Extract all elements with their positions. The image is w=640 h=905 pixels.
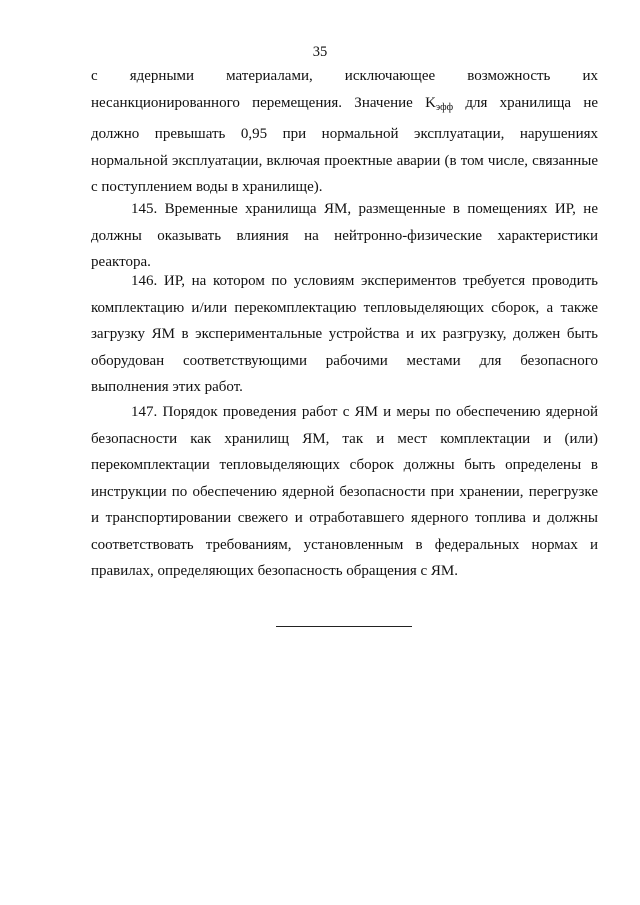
paragraph-145 <box>91 196 598 276</box>
continuation-text-after: для хранилища не должно превышать 0,95 при нормальной эксплуатации, нарушениях нормальной эксплуатации, включая проектные аварии (в том числе, связанные с поступлением воды в хранилище). <box>91 94 599 195</box>
page-number: 35 <box>312 44 328 60</box>
continuation-text <box>91 63 598 201</box>
paragraph-146-text: 146. ИР, на котором по условиям экспериментов требуется проводить комплектацию и/или перекомплектацию тепловыделяющих сборок, а также загрузку ЯМ в экспериментальные устройства и их разгрузку, должен быть оборудован соответствующими рабочими местами для безопасного выполнения этих работ. <box>91 273 598 395</box>
paragraph-147 <box>91 399 598 585</box>
end-separator-line <box>276 626 412 627</box>
k-eff-subscript: эфф <box>435 101 454 113</box>
paragraph-145-text: 145. Временные хранилища ЯМ, размещенные в помещениях ИР, не должны оказывать влияния на нейтронно-физические характеристики реактора. <box>91 201 598 270</box>
paragraph-146 <box>91 268 598 401</box>
paragraph-147-text: 147. Порядок проведения работ с ЯМ и меры по обеспечению ядерной безопасности как хранилищ ЯМ, так и мест комплектации и (или) перекомплектации тепловыделяющих сборок должны быть определены в инструкции по обеспечению ядерной безопасности при хранении, перегрузке и транспортировании свежего и отработавшего ядерного топлива и должны соответствовать требованиям, установленным в федеральных нормах и правилах, определяющих безопасность обращения с ЯМ. <box>91 404 598 579</box>
continuation-paragraph <box>91 63 598 201</box>
continuation-text-before: с ядерными материалами, исключающее возможность их несанкционированного перемещения. Значение K <box>91 68 598 111</box>
